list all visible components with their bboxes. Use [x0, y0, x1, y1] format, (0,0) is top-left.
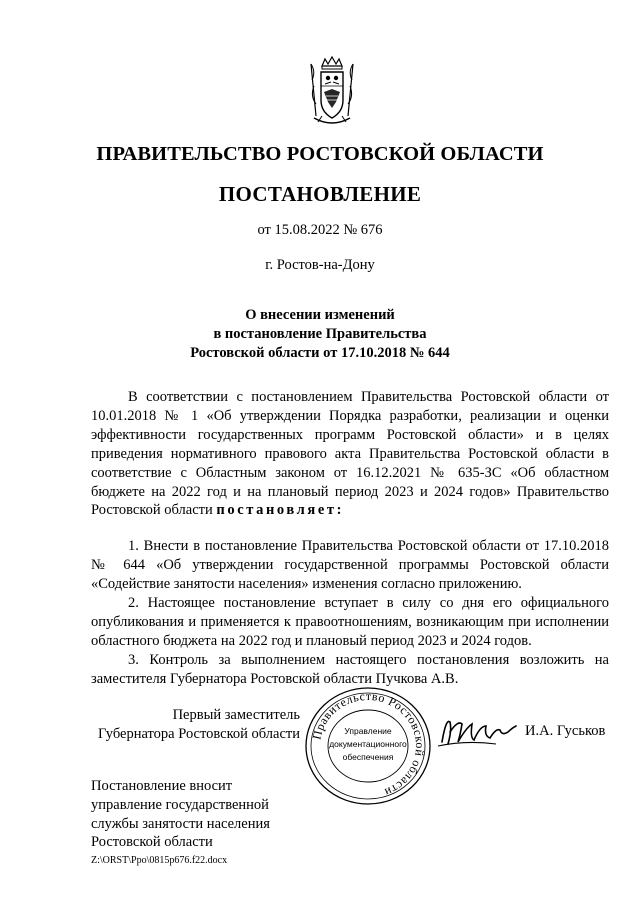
stamp-center-text: обеспечения	[342, 752, 394, 762]
stamp-center-text: Управление	[344, 726, 392, 736]
position-line: Губернатора Ростовской области	[97, 726, 300, 742]
resolves-word: постановляет:	[216, 502, 345, 519]
item-paragraph: 2. Настоящее постановление вступает в силу со дня его официального опубликования и применяется к правоотношениям, возникающим при исполнении областного бюджета на 2022 год и плановый период 2023 и 2024 годов.	[91, 595, 609, 649]
stamp-ring-text: Правительство Ростовской области	[309, 688, 428, 800]
government-title: ПРАВИТЕЛЬСТВО РОСТОВСКОЙ ОБЛАСТИ	[96, 143, 544, 165]
preamble-text: В соответствии с постановлением Правительства Ростовской области от 10.01.2018 № 1 «Об утверждении Порядка разработки, реализации и оценки эффективности государственных программ Ростовской области» и в целях приведения нормативного правового акта Правительства Ростовской области в соответствие с Областным законом от 16.12.2021 № 635-ЗС «Об областном бюджете на 2022 год и на плановый период 2023 и 2024 годов» Правительство Ростовской области	[91, 389, 609, 519]
document-subject	[0, 306, 640, 363]
document-date-number: от 15.08.2022 № 676	[257, 222, 383, 238]
file-path: Z:\ORST\Ppo\0815p676.f22.docx	[91, 855, 228, 866]
note-line: службы занятости населения	[91, 815, 270, 832]
signatory-position	[98, 706, 300, 744]
item-paragraph: 1. Внести в постановление Правительства Ростовской области от 17.10.2018 № 644 «Об утверждении государственной программы Ростовской области «Содействие занятости населения» изменения согласно приложению.	[91, 538, 609, 593]
note-line: управление государственной	[91, 796, 269, 813]
signatory-name: И.А. Гуськов	[525, 723, 606, 739]
subject-line: О внесении изменений	[245, 307, 395, 323]
rostov-coat-of-arms-icon	[308, 56, 356, 128]
stamp-center-text: документационного	[329, 739, 407, 749]
submitted-by-note	[91, 777, 270, 852]
document-type: ПОСТАНОВЛЕНИЕ	[218, 182, 422, 206]
item-paragraph: 3. Контроль за выполнением настоящего постановления возложить на заместителя Губернатора Ростовской области Пучкова А.В.	[91, 651, 609, 687]
position-line: Первый заместитель	[172, 707, 300, 723]
subject-line: в постановление Правительства	[213, 326, 427, 342]
note-line: Постановление вносит	[91, 778, 233, 794]
preamble-paragraph	[91, 388, 609, 520]
document-body	[91, 388, 609, 689]
subject-line: Ростовской области от 17.10.2018 № 644	[190, 345, 450, 361]
document-city: г. Ростов-на-Дону	[265, 257, 375, 273]
handwritten-signature-icon	[436, 712, 518, 752]
note-line: Ростовской области	[91, 834, 213, 851]
official-stamp-icon	[302, 684, 434, 808]
